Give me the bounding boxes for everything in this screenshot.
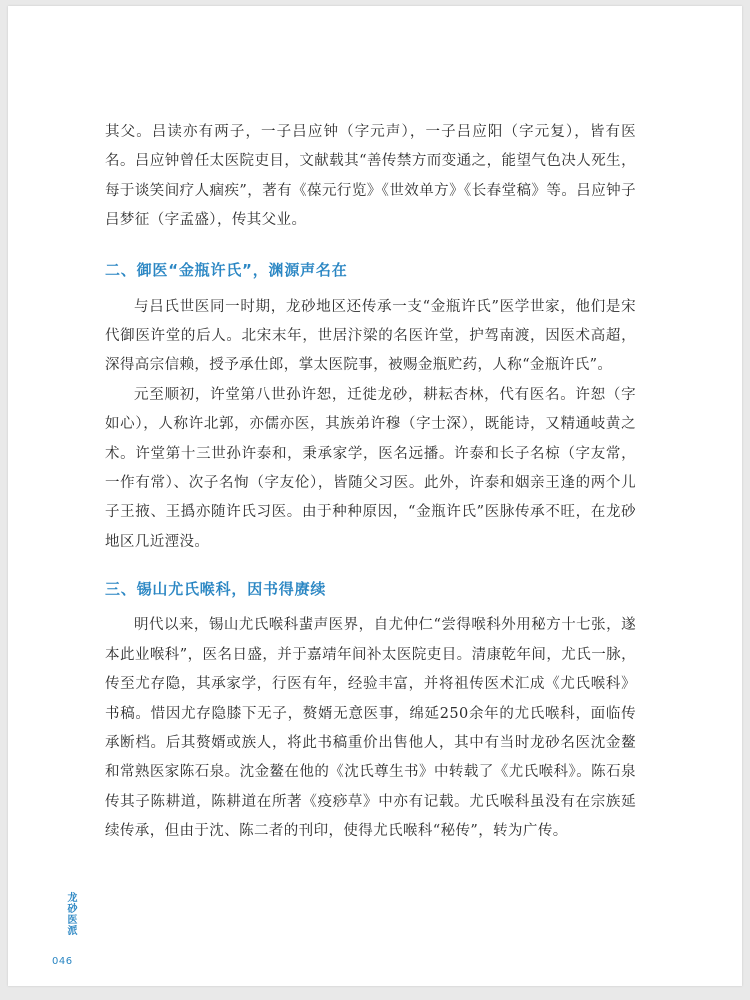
body-text [105, 118, 636, 847]
section-heading-jinping-xu: 二、御医“金瓶许氏”，渊源声名在 [105, 260, 348, 279]
running-title: 龙砂医派 [65, 892, 76, 936]
paragraph-continued: 其父。吕读亦有两子，一子吕应钟（字元声），一子吕应阳（字元复），皆有医名。吕应钟曾任太医院吏目，文献载其“善传禁方而变通之，能望气色决人死生，每于谈笑间疗人痼疾”，著有《葆元行览》《世效单方》《长春堂稿》等。吕应钟子吕梦征（字孟盛），传其父业。 [105, 124, 636, 229]
page-number: 046 [52, 956, 73, 967]
paragraph: 元至顺初，许堂第八世孙许恕，迁徙龙砂，耕耘杏林，代有医名。许恕（字如心），人称许北郭，亦儒亦医，其族弟许穆（字士深），既能诗，又精通岐黄之术。许堂第十三世孙许泰和，秉承家学，医名远播。许泰和长子名椋（字友常，一作有常）、次子名恂（字友伦），皆随父习医。此外，许泰和姻亲王逢的两个儿子王掖、王撝亦随许氏习医。由于种种原因，“金瓶许氏”医脉传承不旺，在龙砂地区几近湮没。 [105, 386, 636, 550]
book-page [8, 6, 742, 986]
paragraph: 明代以来，锡山尤氏喉科蜚声医界，自尤仲仁“尝得喉科外用秘方十七张，遂本此业喉科”，医名日盛，并于嘉靖年间补太医院吏目。清康乾年间，尤氏一脉，传至尤存隐，其承家学，行医有年，经验丰富，并将祖传医术汇成《尤氏喉科》书稿。惜因尤存隐膝下无子，赘婿无意医事，绵延250余年的尤氏喉科，面临传承断档。后其赘婿或族人，将此书稿重价出售他人，其中有当时龙砂名医沈金鳌和常熟医家陈石泉。沈金鳌在他的《沈氏尊生书》中转载了《尤氏喉科》。陈石泉传其子陈耕道，陈耕道在所著《疫痧草》中亦有记载。尤氏喉科虽没有在宗族延续传承，但由于沈、陈二者的刊印，使得尤氏喉科“秘传”，转为广传。 [105, 617, 636, 840]
section-heading-you-throat: 三、锡山尤氏喉科，因书得赓续 [105, 580, 327, 599]
paragraph: 与吕氏世医同一时期，龙砂地区还传承一支“金瓶许氏”医学世家，他们是宋代御医许堂的后人。北宋末年，世居汴梁的名医许堂，护驾南渡，因医术高超，深得高宗信赖，授予承仕郎，掌太医院事，被赐金瓶贮药，人称“金瓶许氏”。 [105, 298, 636, 374]
